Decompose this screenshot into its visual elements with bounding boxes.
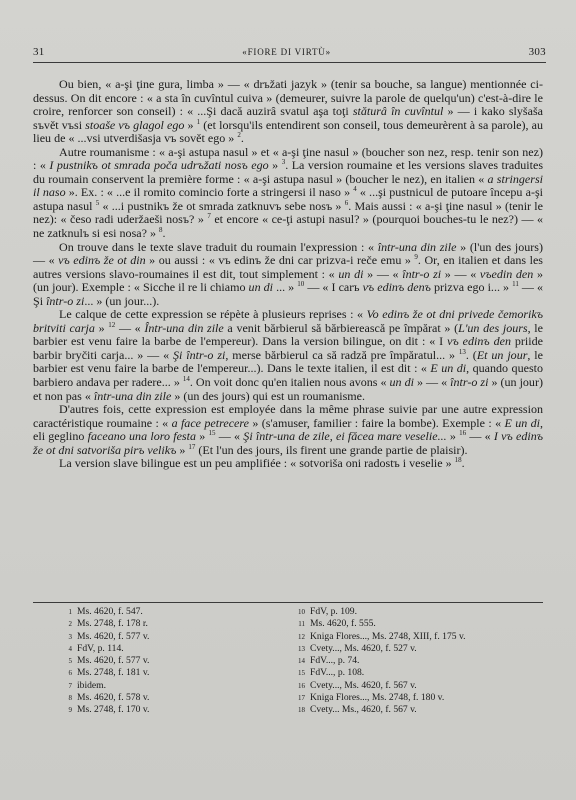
paragraph	[33, 241, 543, 309]
italic-text: a stringersi il naso	[33, 171, 543, 200]
footnote-item	[59, 667, 288, 679]
footnote-item	[59, 680, 288, 692]
footnotes-right-column	[288, 606, 543, 717]
footnotes-left-column	[33, 606, 288, 717]
footnote-number: 4	[68, 644, 72, 653]
footnote-number: 13	[298, 644, 305, 653]
italic-text: a face petrecere	[171, 415, 249, 430]
text-run: La version slave bilingue est un peu amplifiée : « sotvoriša oni radostъ i veselie »	[59, 456, 455, 471]
footnote-text: Ms. 4620, f. 555.	[310, 618, 376, 630]
footnote-item	[292, 704, 543, 716]
italic-text: un di	[248, 280, 274, 295]
footnote-ref: 14	[182, 375, 190, 384]
text-run: , eli geglino	[33, 415, 543, 444]
italic-text: într-o zi	[46, 293, 85, 308]
footnote-ref: 12	[108, 320, 116, 329]
body-text	[33, 78, 543, 471]
text-run: priide barbir bryčiti carja... » — «	[33, 334, 543, 362]
italic-text: E un di	[430, 361, 467, 376]
footnote-item	[59, 643, 288, 655]
footnote-ref: 16	[459, 429, 467, 438]
footnote-ref: 3	[281, 158, 286, 167]
footnote-text: Ms. 2748, f. 170 v.	[77, 704, 150, 716]
italic-text: un di	[338, 266, 364, 281]
text-run: a venit bărbierul să bărbierească pe împărat » (	[223, 320, 459, 335]
italic-text: Şi într-o zi	[173, 347, 226, 362]
footnote-item	[292, 692, 543, 704]
text-run: » — «	[363, 266, 403, 281]
footnote-ref: 5	[95, 198, 100, 207]
footnotes	[33, 602, 543, 717]
page-number-right: 303	[528, 46, 546, 58]
footnote-ref: 7	[207, 212, 211, 221]
text-run: , le barbier est venu faire la barbe de l'empereur...). Dans le texte italien, il est dit : «	[33, 347, 544, 376]
italic-text: stăturâ în cuvîntul	[352, 104, 444, 119]
footnote-item	[59, 655, 288, 667]
italic-text: într-o zi	[450, 375, 489, 390]
text-run: »	[94, 320, 109, 335]
footnote-item	[59, 631, 288, 643]
text-run: » (s'amuser, familier : faire la bombe). Exemple : «	[248, 415, 505, 430]
italic-text: Într-una din zile	[144, 320, 224, 335]
text-run: ... »	[273, 280, 298, 295]
italic-text: într-una din zile	[93, 388, 172, 403]
text-run: » (un jour) et non pas «	[33, 375, 543, 403]
paragraph	[33, 146, 543, 241]
footnote-number: 15	[298, 669, 305, 678]
footnote-ref: 6	[344, 198, 349, 207]
text-run: ». Ex. : « ...e il romito comincio forte a stringersi il naso »	[65, 185, 354, 200]
footnote-text: Ms. 4620, f. 577 v.	[77, 630, 150, 642]
footnote-text: ibidem.	[77, 679, 107, 691]
footnote-ref: 8	[159, 226, 163, 234]
footnote-item	[292, 667, 543, 679]
footnote-number: 5	[68, 657, 72, 666]
italic-text: stoaše vъ glagol ego	[85, 117, 185, 132]
text-run: . On voit donc qu'en italien nous avons «	[189, 375, 390, 390]
footnote-number: 11	[298, 620, 305, 629]
footnote-text: FdV, p. 109.	[310, 606, 358, 617]
text-run: »	[176, 442, 189, 457]
italic-text: L'un des jours	[458, 320, 528, 335]
footnote-text: Cvety..., Ms. 4620, f. 567 v.	[310, 679, 417, 691]
footnote-number: 6	[68, 669, 72, 678]
footnote-item	[292, 643, 543, 655]
text-run: (Et l'un des jours, ils firent une grande partie de plaisir).	[195, 442, 468, 457]
text-run: « ...i pustnikъ že ot smrada zatknuvъ sebe nosъ »	[99, 198, 345, 213]
italic-text: I vъ edinъ že ot dni satvoriša pirъ velikъ	[33, 429, 544, 457]
text-run: , le barbier est venu faire la barbe de l'empereur). Dans la version bilingue, on dit : « I	[33, 320, 544, 349]
italic-text: într-una din zile	[377, 239, 457, 254]
footnote-text: Kniga Flores..., Ms. 2748, f. 180 v.	[310, 692, 445, 704]
text-run: — « I carъ	[304, 280, 363, 295]
paragraph	[33, 457, 543, 471]
footnote-ref: 2	[237, 131, 241, 140]
footnote-ref: 15	[208, 429, 216, 438]
footnote-number: 12	[298, 632, 305, 641]
text-run: » — i kako slyšaša sъvět vъsi	[33, 104, 543, 132]
footnote-text: Cvety... Ms., 4620, f. 567 v.	[310, 704, 417, 716]
paragraph	[33, 78, 543, 146]
paragraph	[33, 403, 543, 457]
footnote-item	[292, 631, 543, 643]
running-header	[33, 46, 546, 63]
text-run: »	[195, 429, 209, 444]
footnote-ref: 18	[454, 456, 462, 465]
footnote-text: FdV..., p. 108.	[310, 667, 365, 679]
page-number-left: 31	[33, 46, 45, 58]
footnote-text: Ms. 4620, f. 547.	[77, 606, 143, 617]
footnote-item	[292, 680, 543, 692]
footnote-text: Ms. 2748, f. 178 r.	[77, 618, 148, 630]
italic-text: Et un jour	[476, 347, 528, 362]
footnote-number: 1	[68, 608, 72, 616]
italic-text: faceano una loro festa	[87, 429, 196, 444]
footnote-number: 17	[298, 694, 305, 703]
italic-text: vъ edinъ den	[447, 334, 511, 349]
footnote-text: Ms. 4620, f. 577 v.	[77, 655, 150, 667]
footnote-item	[292, 606, 543, 618]
text-run: » (un jour). Exemple : « Sicche il re li chiamo	[33, 266, 543, 295]
footnote-ref: 17	[188, 442, 196, 451]
italic-text: I pustnikъ ot smrada poča udrъžati nosъ ego	[49, 158, 269, 173]
footnote-ref: 1	[196, 117, 201, 126]
footnote-item	[59, 618, 288, 630]
text-run: , quando questo barbiero andava per radere... »	[33, 361, 544, 390]
footnote-number: 8	[68, 694, 72, 703]
footnote-number: 10	[298, 608, 305, 616]
italic-text: Şi într-una de zile, ei făcea mare veselie...	[243, 429, 447, 444]
text-run: »	[268, 158, 282, 173]
text-run: »	[446, 429, 460, 444]
footnote-number: 9	[68, 706, 72, 715]
italic-text: vъ edinъ denъ	[362, 280, 431, 295]
text-run: On trouve dans le texte slave traduit du roumain l'expression : «	[59, 239, 378, 254]
footnote-item	[292, 618, 543, 630]
text-run: . Mais aussi : « a-şi ţine nasul » (tenir le nez): « česo radi udеržaešі nosъ? »	[33, 198, 543, 227]
italic-text: într-o zi	[402, 266, 442, 281]
footnote-item	[59, 606, 288, 618]
text-run: » — «	[413, 375, 451, 390]
text-run: Ou bien, « a-şi ţine gura, limba » — « drъžati jazyk » (tenir sa bouche, sa langue) mentionnée ci-dessus. On dit encore : « a sta în cuvîntul cuiva » (demeurer, suivre la parole de quelqu'un) c'est-à-dire le croire, renforcer son conseil) : « ...Şi dacă auzirâ svatul aşa toţi	[33, 77, 543, 119]
text-run: » (l'un des jours) — «	[33, 239, 543, 268]
footnote-number: 18	[298, 706, 305, 715]
footnote-ref: 13	[458, 347, 466, 356]
footnote-item	[59, 704, 288, 716]
footnote-ref: 11	[512, 280, 519, 289]
text-run: , merse bărbierul ca să radză pre împăratul... »	[225, 347, 459, 362]
text-run: .	[240, 131, 244, 146]
text-run: . Or, en italien et dans les autres versions slavo-roumaines il est dit, tout simplement : «	[33, 253, 543, 281]
text-run: « ...şi pustnicul de putoare începu a-şi astupa nasul	[33, 185, 543, 213]
paragraph	[33, 308, 543, 403]
text-run: prizva ego i... »	[430, 280, 513, 295]
footnote-text: Ms. 2748, f. 181 v.	[77, 667, 150, 679]
italic-text: Vo edinъ že ot dni privede čemorikъ britviti carja	[33, 307, 543, 335]
footnote-ref: 4	[353, 185, 357, 194]
text-run: — «	[466, 429, 494, 444]
text-run: . (	[465, 347, 477, 362]
text-run: » ou aussi : « vъ edinъ že dni car prizva-i reče emu »	[145, 253, 415, 268]
running-title: «FIORE DI VIRTÙ»	[242, 47, 331, 57]
italic-text: un di	[389, 375, 414, 390]
text-run: — «	[115, 320, 145, 335]
text-run: » (un des jours) qui est un roumanisme.	[171, 388, 366, 403]
footnote-ref: 10	[297, 280, 305, 289]
footnote-item	[292, 655, 543, 667]
footnote-number: 2	[68, 620, 72, 629]
footnote-number: 7	[68, 681, 72, 690]
italic-text: vъedin den	[479, 266, 534, 281]
italic-text: vъ edinъ že ot din	[58, 253, 146, 268]
text-run: » — «	[441, 266, 480, 281]
footnote-text: Cvety..., Ms. 4620, f. 527 v.	[310, 642, 417, 654]
text-run: Le calque de cette expression se répète à plusieurs reprises : «	[59, 307, 367, 322]
footnote-number: 3	[68, 632, 72, 641]
text-run: (et lorsqu'ils entendirent son conseil, tous demeurèrent à sa parole), au lieu de « ...vsi utverdišasja vъ sovět ego »	[33, 117, 544, 146]
footnote-ref: 9	[414, 253, 418, 262]
footnote-number: 14	[298, 657, 305, 666]
footnote-text: FdV..., p. 74.	[310, 655, 360, 667]
text-run: et encore « ce-ţi astupi nasul? » (pourquoi bouches-tu le nez?) — « ne zatknulъ si esi nosa? »	[33, 212, 543, 241]
text-run: D'autres fois, cette expression est employée dans la même phrase suivie par une autre expression caractéristique roumaine : «	[33, 402, 543, 430]
text-run: »	[184, 117, 197, 132]
text-run: ... » (un jour...).	[84, 293, 160, 308]
text-run: .	[162, 226, 166, 241]
text-run: — « Şi	[33, 280, 544, 308]
italic-text: E un di	[504, 415, 540, 430]
text-run: — «	[215, 429, 244, 444]
text-run: . La version roumaine et les versions slaves traduites du roumain conservent la première forme : « a-şi astupa nasul » (boucher le nez), en italien «	[33, 158, 544, 186]
footnote-text: Ms. 4620, f. 578 v.	[77, 692, 150, 704]
text-run: .	[461, 456, 465, 471]
text-run: Autre roumanisme : « a-şi astupa nasul » et « a-şi ţine nasul » (boucher son nez, resp. tenir son nez) : «	[33, 144, 543, 173]
footnote-text: Kniga Flores..., Ms. 2748, XIII, f. 175 v.	[310, 630, 466, 642]
footnote-number: 16	[298, 681, 305, 690]
footnote-item	[59, 692, 288, 704]
footnote-text: FdV, p. 114.	[77, 642, 124, 654]
